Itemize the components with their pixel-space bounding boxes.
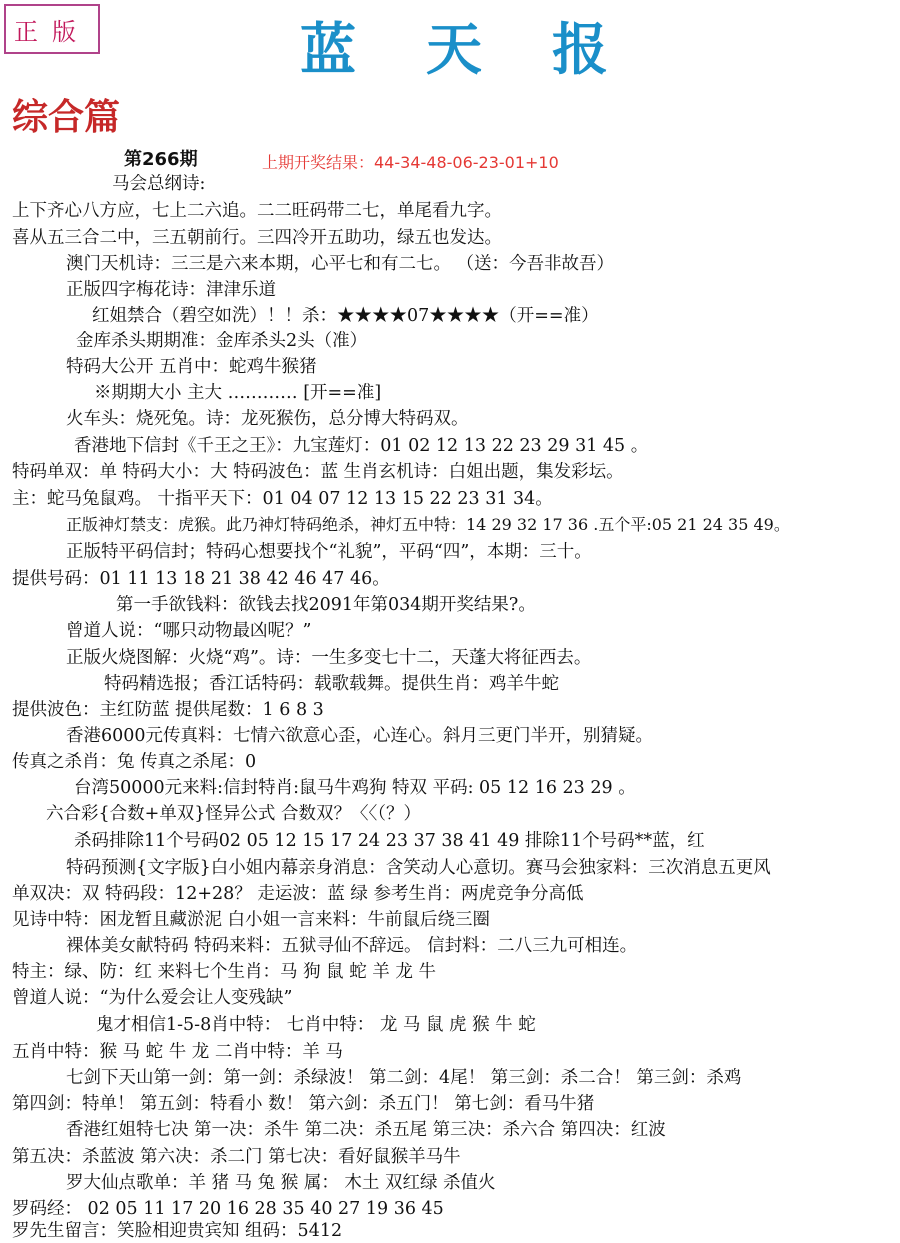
text-line: 正版四字梅花诗：津津乐道 xyxy=(66,280,276,300)
text-line: 金库杀头期期准：金库杀头2头（准） xyxy=(76,331,368,351)
text-line: 罗先生留言：笑脸相迎贵宾知 组码：5412 xyxy=(12,1221,343,1241)
text-line: 红姐禁合（碧空如洗）！！杀：★★★★07★★★★（开==准） xyxy=(92,306,599,326)
text-line: 五肖中特：猴 马 蛇 牛 龙 二肖中特：羊 马 xyxy=(12,1042,343,1062)
text-line: 曾道人说：“哪只动物最凶呢？” xyxy=(66,621,312,641)
text-line: 香港地下信封《千王之王》：九宝莲灯：01 02 12 13 22 23 29 31 45 。 xyxy=(74,436,649,456)
text-line: 提供号码：01 11 13 18 21 38 42 46 47 46。 xyxy=(12,569,390,589)
text-line: 马会总纲诗: xyxy=(112,174,206,194)
text-line: 七剑下天山第一剑：第一剑：杀绿波！ 第二剑：4尾！ 第三剑：杀二合！ 第三剑：杀鸡 xyxy=(66,1068,742,1088)
text-line: 特码单双：单 特码大小：大 特码波色：蓝 生肖玄机诗：白姐出题，集发彩坛。 xyxy=(12,462,624,482)
genuine-badge: 正版 xyxy=(4,4,100,54)
text-line: 特码大公开 五肖中：蛇鸡牛猴猪 xyxy=(66,357,317,377)
text-line: 特码预测{文字版}白小姐内幕亲身消息：含笑动人心意切。赛马会独家料：三次消息五更风 xyxy=(66,858,771,878)
text-line: 正版特平码信封；特码心想要找个“礼貌”，平码“四”，本期：三十。 xyxy=(66,542,592,562)
masthead-title: 蓝天报 xyxy=(300,17,678,83)
text-line: 台湾50000元来料:信封特肖:鼠马牛鸡狗 特双 平码: 05 12 16 23 29 。 xyxy=(74,778,636,798)
text-line: 香港红姐特七决 第一决：杀牛 第二决：杀五尾 第三决：杀六合 第四决：红波 xyxy=(66,1120,666,1140)
text-line: 主：蛇马兔鼠鸡。 十指平天下：01 04 07 12 13 15 22 23 31 34。 xyxy=(12,489,553,509)
section-title: 综合篇 xyxy=(12,96,121,138)
issue-number: 第266期 xyxy=(124,149,198,170)
text-line: 见诗中特：困龙暂且藏淤泥 白小姐一言来料：牛前鼠后绕三圈 xyxy=(12,910,491,930)
text-line: 香港6000元传真料：七情六欲意心歪，心连心。斜月三更门半开，别猜疑。 xyxy=(66,726,654,746)
text-line: 提供波色：主红防蓝 提供尾数：1 6 8 3 xyxy=(12,700,324,720)
text-line: 第四剑：特单！ 第五剑：特看小 数！ 第六剑：杀五门！ 第七剑：看马牛猪 xyxy=(12,1094,595,1114)
text-line: 澳门天机诗：三三是六来本期，心平七和有二七。 （送：今吾非故吾） xyxy=(66,254,615,274)
text-line: ※期期大小 主大 ………… [开==准] xyxy=(94,383,382,403)
last-draw-result: 上期开奖结果：44-34-48-06-23-01+10 xyxy=(262,153,559,172)
text-line: 单双决：双 特码段：12+28？ 走运波：蓝 绿 参考生肖：两虎竞争分高低 xyxy=(12,884,584,904)
text-line: 正版神灯禁支：虎猴。此乃神灯特码绝杀，神灯五中特：14 29 32 17 36 .五个平:05 21 24 35 49。 xyxy=(66,515,790,534)
text-line: 曾道人说：“为什么爱会让人变残缺” xyxy=(12,988,293,1008)
text-line: 上下齐心八方应，七上二六追。二二旺码带二七，单尾看九字。 xyxy=(12,201,502,221)
text-line: 火车头：烧死兔。诗：龙死猴伤，总分博大特码双。 xyxy=(66,409,469,429)
text-line: 六合彩{合数+单双}怪异公式 合数双？〈〈（？） xyxy=(46,804,421,824)
text-line: 第一手欲钱料：欲钱去找2091年第034期开奖结果?。 xyxy=(116,595,536,615)
text-line: 罗码经： 02 05 11 17 20 16 28 35 40 27 19 36 45 xyxy=(12,1199,444,1219)
text-line: 特码精选报；香江话特码：载歌载舞。提供生肖：鸡羊牛蛇 xyxy=(104,674,559,694)
text-line: 喜从五三合二中，三五朝前行。三四冷开五助功，绿五也发达。 xyxy=(12,228,502,248)
text-line: 鬼才相信1-5-8肖中特： 七肖中特： 龙 马 鼠 虎 猴 牛 蛇 xyxy=(96,1015,536,1035)
text-line: 裸体美女献特码 特码来料：五狱寻仙不辞远。 信封料：二八三九可相连。 xyxy=(66,936,638,956)
text-line: 杀码排除11个号码02 05 12 15 17 24 23 37 38 41 49 排除11个号码**蓝，红 xyxy=(74,831,705,851)
text-line: 传真之杀肖：兔 传真之杀尾：0 xyxy=(12,752,257,772)
text-line: 罗大仙点歌单：羊 猪 马 兔 猴 属： 木土 双红绿 杀值火 xyxy=(66,1173,496,1193)
text-line: 第五决：杀蓝波 第六决：杀二门 第七决：看好鼠猴羊马牛 xyxy=(12,1147,461,1167)
text-line: 特主：绿、防：红 来料七个生肖：马 狗 鼠 蛇 羊 龙 牛 xyxy=(12,962,436,982)
text-line: 正版火烧图解：火烧“鸡”。诗：一生多变七十二，天蓬大将征西去。 xyxy=(66,648,592,668)
